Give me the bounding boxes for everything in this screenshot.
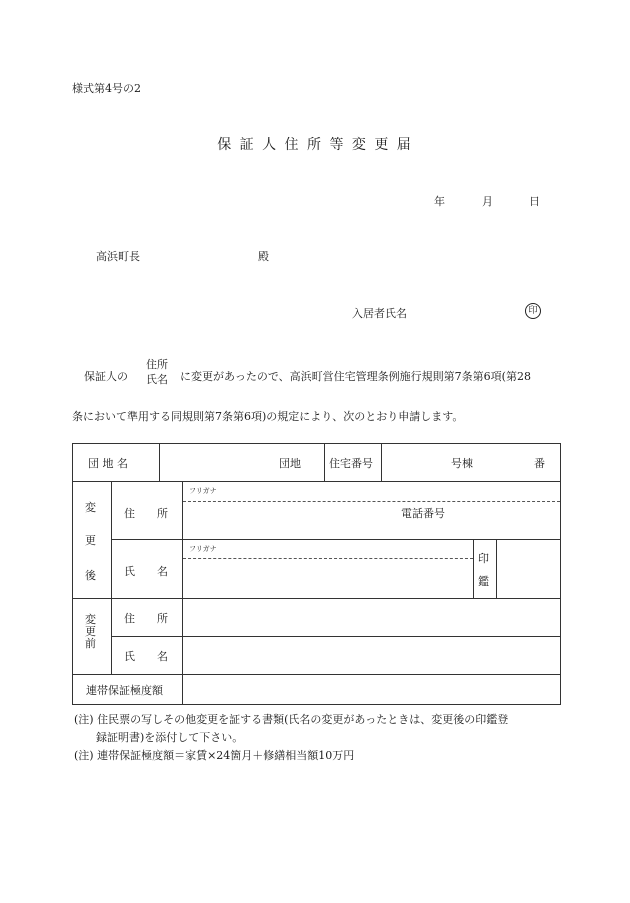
- after-label-1: 変: [85, 501, 96, 514]
- table-row-divider: [72, 674, 561, 675]
- phone-label: 電話番号: [401, 507, 445, 520]
- paragraph-tail: に変更があったので、高浜町営住宅管理条例施行規則第7条第6項(第28: [180, 370, 531, 383]
- before-label-3: 前: [85, 637, 96, 650]
- form-number: 様式第4号の2: [72, 82, 141, 95]
- before-label-2: 更: [85, 625, 96, 638]
- table-row-divider: [72, 481, 561, 482]
- date-day-label: 日: [529, 195, 540, 208]
- seal-mark-icon: 印: [525, 303, 541, 319]
- table-col-divider: [496, 539, 497, 598]
- table-row-divider: [111, 539, 561, 540]
- honorific: 殿: [258, 250, 269, 263]
- table-col-divider: [182, 481, 183, 704]
- name-label-after: 氏 名: [124, 565, 168, 578]
- table-border-bottom: [72, 704, 561, 705]
- furigana-divider: [183, 558, 473, 559]
- before-label-1: 変: [85, 613, 96, 626]
- change-form-table: [72, 443, 561, 705]
- furigana-label-name: フリガナ: [189, 545, 217, 553]
- address-label-before: 住 所: [124, 612, 168, 625]
- change-item-name: 氏名: [146, 373, 168, 386]
- change-items: [146, 357, 168, 387]
- paragraph-lead: 保証人の: [84, 370, 128, 383]
- furigana-divider: [183, 501, 560, 502]
- table-border-right: [560, 443, 561, 705]
- seal-label-2: 鑑: [478, 575, 489, 588]
- table-col-divider: [473, 539, 474, 598]
- table-border-top: [72, 443, 561, 444]
- notes: [74, 711, 508, 765]
- after-label-2: 更: [85, 534, 96, 547]
- change-item-address: 住所: [146, 358, 168, 371]
- table-col-divider: [324, 443, 325, 481]
- building-suffix: 号棟: [451, 457, 473, 470]
- addressee: 高浜町長: [96, 250, 140, 263]
- date-year-label: 年: [434, 195, 445, 208]
- paragraph-second-line: 条において準用する同規則第7条第6項)の規定により、次のとおり申請します。: [72, 410, 464, 423]
- form-title: 保 証 人 住 所 等 変 更 届: [217, 137, 413, 153]
- table-col-divider: [159, 443, 160, 481]
- table-row-divider: [72, 598, 561, 599]
- furigana-label-address: フリガナ: [189, 487, 217, 495]
- name-label-before: 氏 名: [124, 650, 168, 663]
- seal-label-1: 印: [478, 552, 489, 565]
- note-1-line-1: (注) 住民票の写しその他変更を証する書類(氏名の変更があったときは、変更後の印鑑登: [74, 713, 509, 726]
- resident-name-label: 入居者氏名: [352, 307, 407, 320]
- unit-suffix: 番: [534, 457, 545, 470]
- note-1-line-2: 録証明書)を添付して下さい。: [74, 731, 244, 744]
- before-label: [85, 614, 96, 650]
- note-2: (注) 連帯保証極度額＝家賃×24箇月＋修繕相当額10万円: [74, 749, 355, 762]
- table-col-divider: [111, 481, 112, 674]
- table-col-divider: [381, 443, 382, 481]
- housing-number-label: 住宅番号: [329, 457, 373, 470]
- table-row-divider: [111, 636, 561, 637]
- after-label-3: 後: [85, 569, 96, 582]
- date-month-label: 月: [482, 195, 493, 208]
- address-label-after: 住 所: [124, 507, 168, 520]
- guarantee-limit-label: 連帯保証極度額: [86, 684, 163, 697]
- table-border-left: [72, 443, 73, 705]
- complex-name-label: 団 地 名: [88, 457, 128, 470]
- complex-suffix: 団地: [279, 457, 301, 470]
